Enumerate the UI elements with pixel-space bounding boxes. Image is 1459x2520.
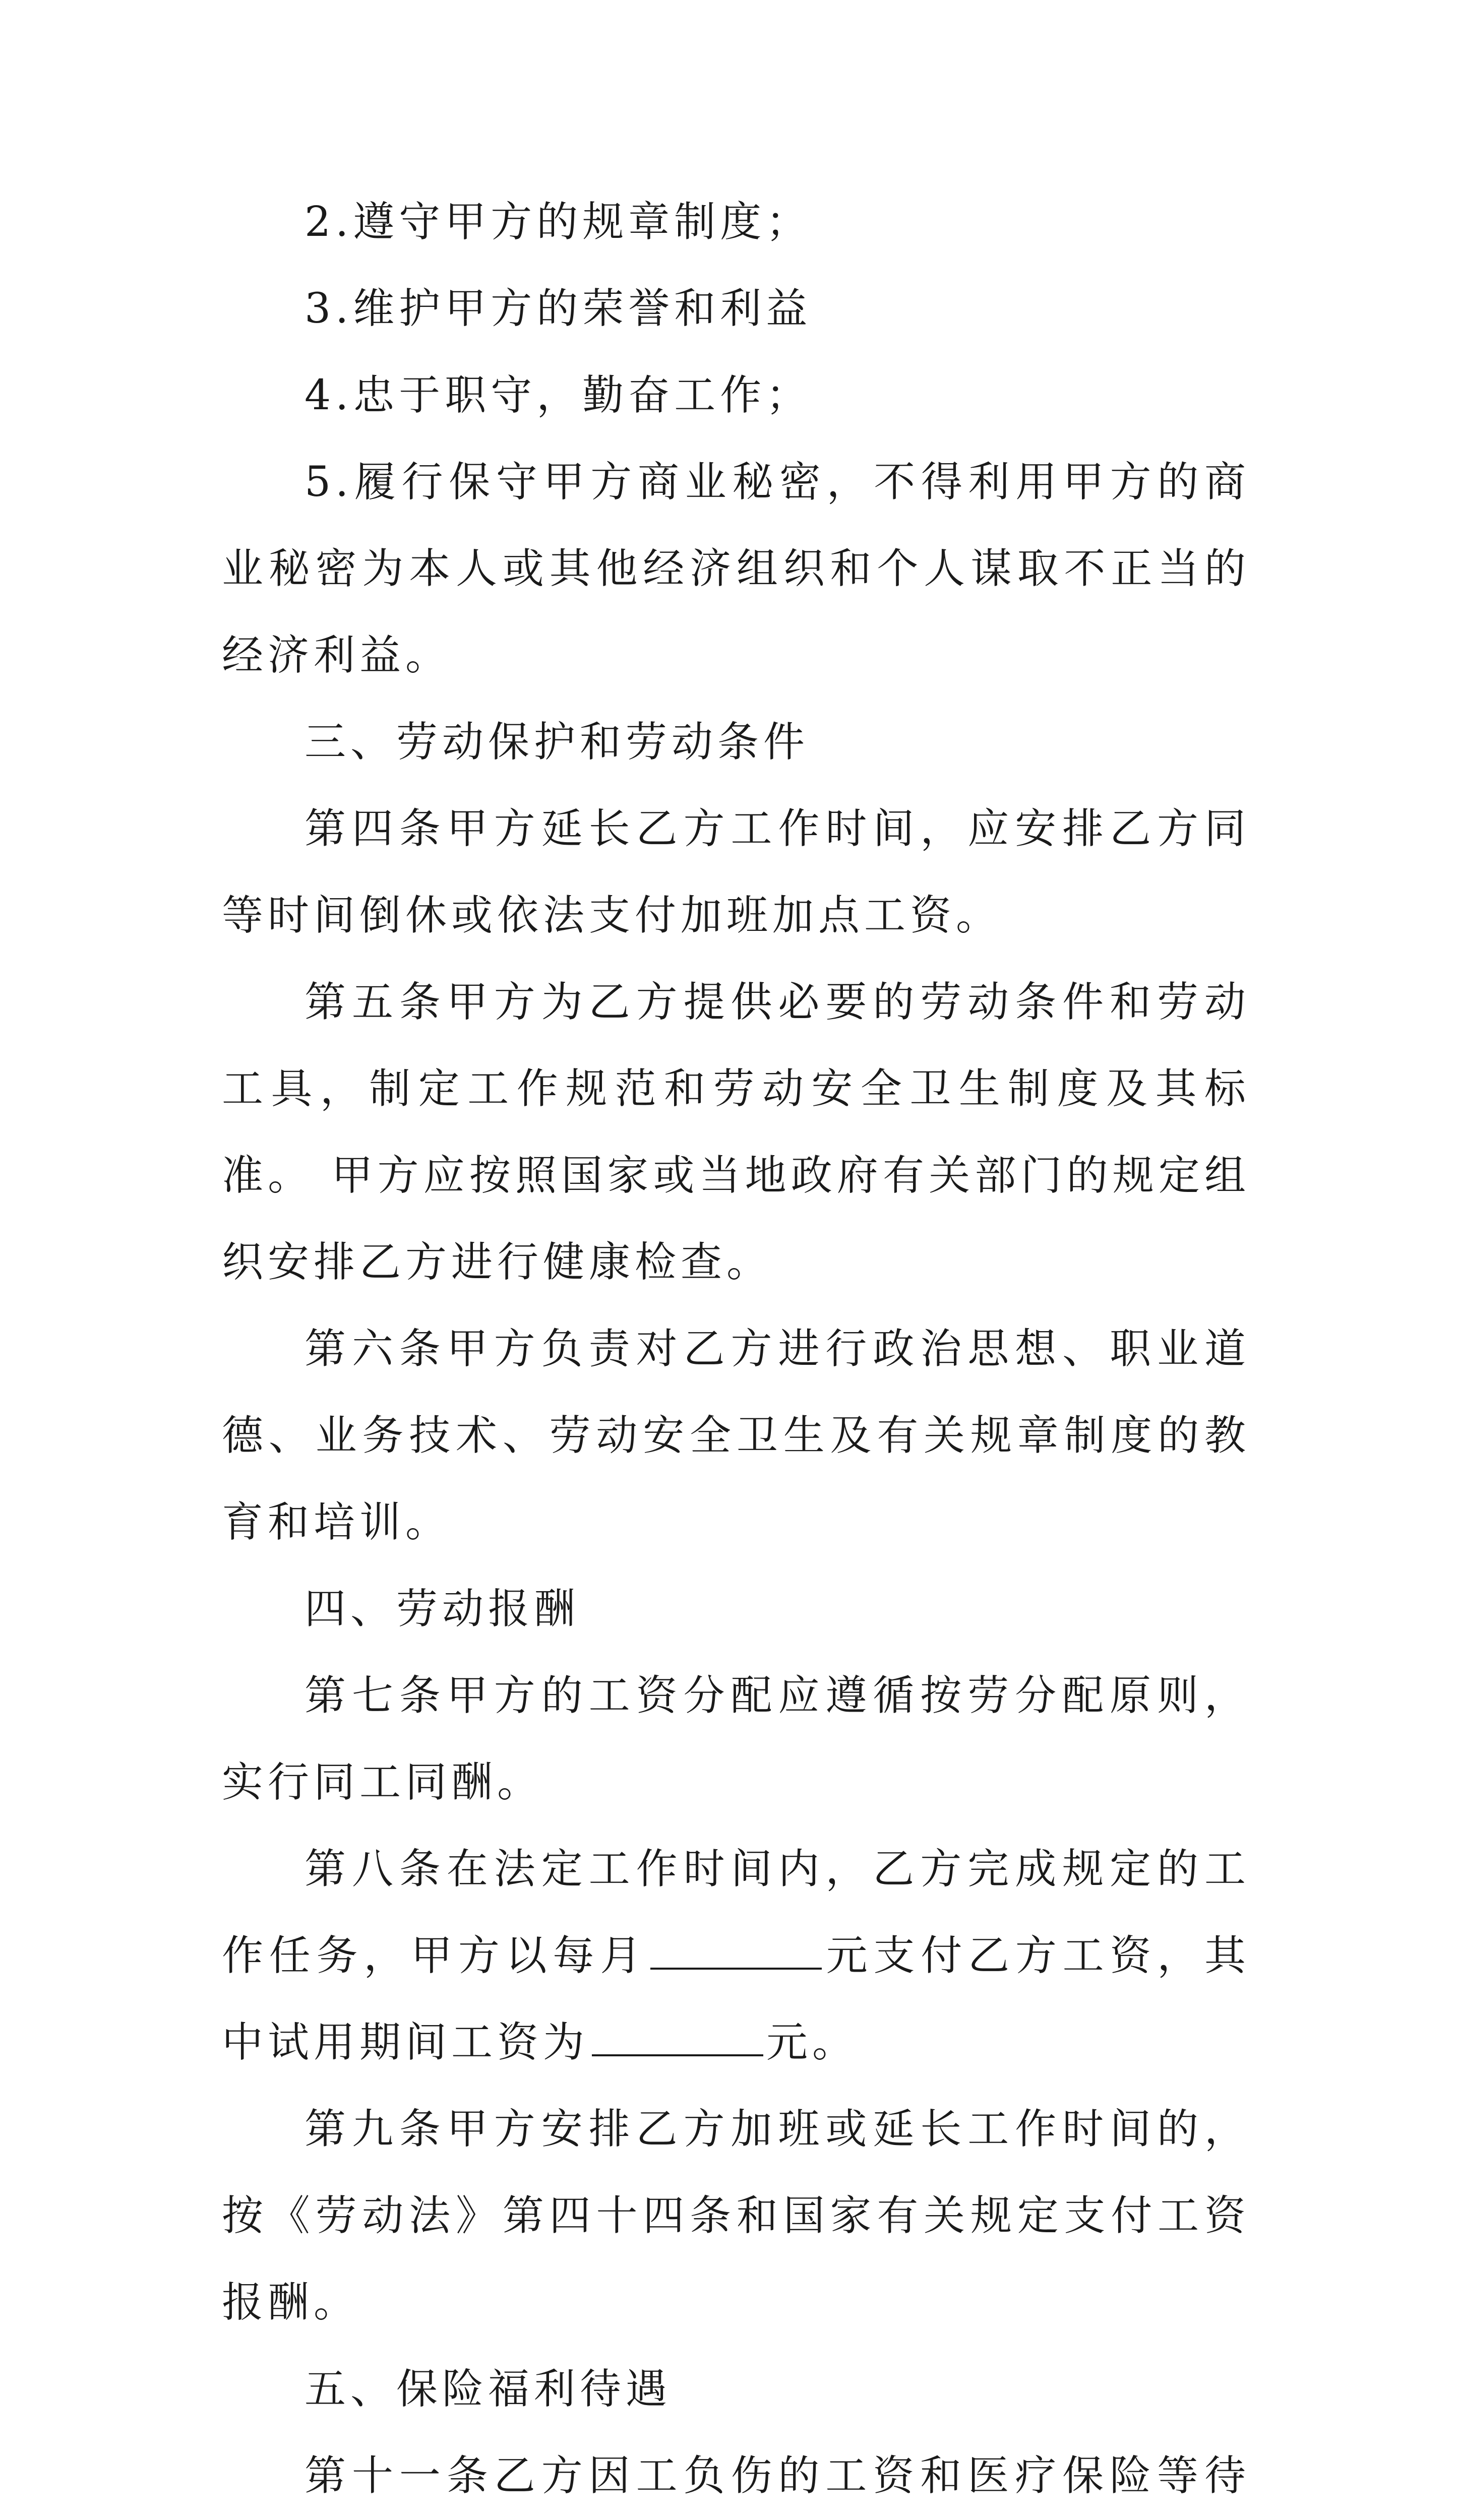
obligation-item-5: 5.履行保守甲方商业秘密，不得利用甲方的商业秘密为本人或其他经济组织和个人谋取不正当的经济利益。 [222,458,1250,679]
probation-wage-blank[interactable] [592,2023,763,2056]
article-4: 第四条甲方延长乙方工作时间，应安排乙方同等时间倒休或依法支付加班加点工资。 [222,805,1250,939]
article-6: 第六条甲方负责对乙方进行政治思想、职业道德、业务技术、劳动安全卫生及有关规章制度的教育和培训。 [222,1325,1250,1546]
article-8-text-a: 第八条在法定工作时间内，乙方完成规定的工作任务，甲方以每月 [222,1845,1250,1980]
article-11: 第十一条乙方因工负伤的工资和医疗保险等待 [305,2452,1250,2500]
section-heading-5: 五、保险福利待遇 [305,2365,672,2413]
obligation-item-4: 4.忠于职守，勤奋工作； [305,371,812,419]
article-8 [222,1826,1250,2086]
article-8-text-b: 元支付乙方工资，其中试用期间工资为 [222,1932,1250,2066]
monthly-wage-blank[interactable] [650,1936,822,1970]
document-body [222,179,1250,2520]
section-heading-3: 三、劳动保护和劳动条件 [305,718,810,766]
article-8-text-c: 元。 [766,2019,859,2066]
obligation-item-2: 2.遵守甲方的规章制度； [305,198,812,246]
obligation-item-3: 3.维护甲方的荣誉和利益 [305,285,812,333]
article-7: 第七条甲方的工资分配应遵循按劳分配原则，实行同工同酬。 [222,1672,1250,1806]
section-heading-4: 四、劳动报酬 [305,1585,580,1633]
article-9: 第九条甲方安排乙方加班或延长工作时间的，按《劳动法》第四十四条和国家有关规定支付工资报酬。 [222,2105,1250,2326]
article-5: 第五条甲方为乙方提供必要的劳动条件和劳动工具，制定工作规范和劳动安全卫生制度及其标准。 甲方应按照国家或当地政府有关部门的规定组织安排乙方进行健康检查。 [222,978,1250,1286]
